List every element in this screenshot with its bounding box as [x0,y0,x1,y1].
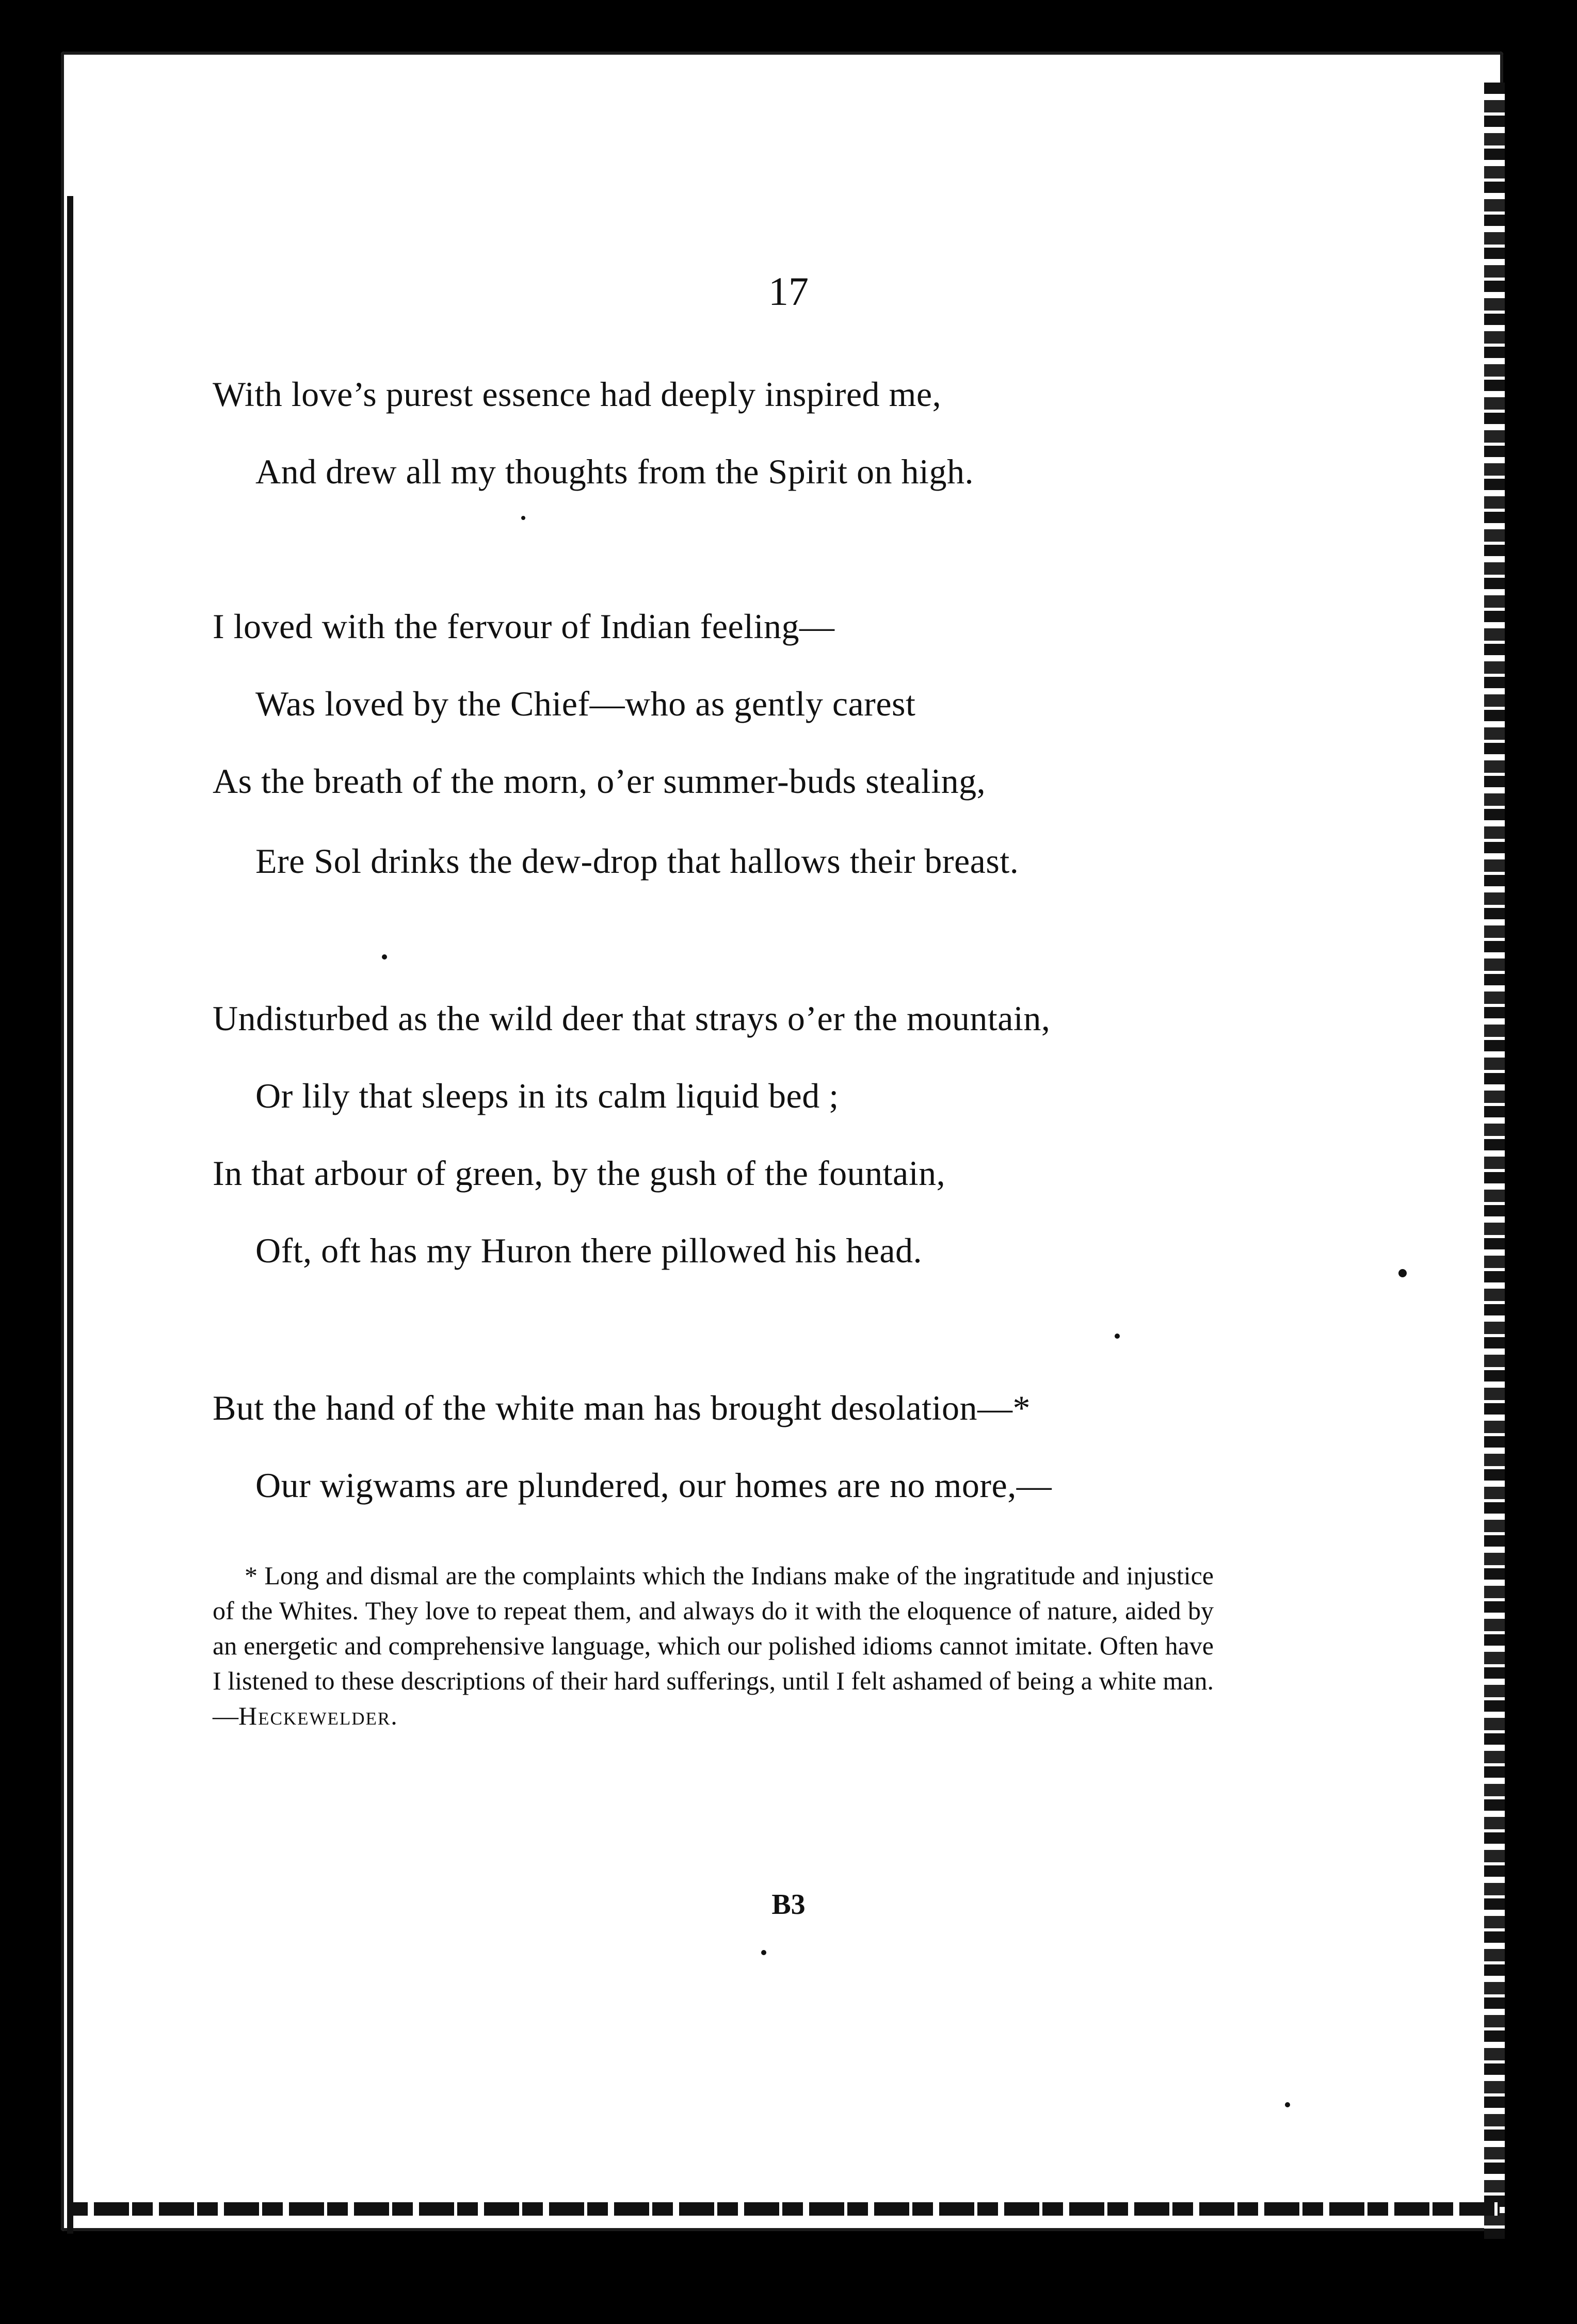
verse-line: Oft, oft has my Huron there pillowed his head. [255,1231,923,1270]
verse-line: In that arbour of green, by the gush of the fountain, [213,1153,946,1193]
footnote-author: Heckewelder. [238,1701,398,1730]
scan-speck [382,954,387,960]
scan-speck [1285,2102,1290,2107]
verse-line: Ere Sol drinks the dew-drop that hallows their breast. [255,841,1019,881]
footnote-text: * Long and dismal are the complaints which the Indians make of the ingratitude and injustice of the Whites. They love to repeat them, and always do it with the eloquence of nature, aided by an energetic and comprehensive language, which our polished idioms cannot imitate. Often have I listened to these descriptions of their hard sufferings, until I felt ashamed of being a white man.— [213,1561,1214,1730]
verse-line: With love’s purest essence had deeply inspired me, [213,375,942,414]
verse-line: Undisturbed as the wild deer that strays o’er the mountain, [213,999,1051,1038]
scan-speck [761,1950,766,1955]
footnote [213,1558,1214,1733]
scan-speck [1398,1269,1407,1277]
verse-line: And drew all my thoughts from the Spirit on high. [255,452,974,491]
signature-mark: B3 [771,1889,806,1921]
verse-line: But the hand of the white man has brought desolation—* [213,1388,1031,1427]
page-number: 17 [768,269,809,314]
page-bottom-edge [67,2202,1500,2216]
scan-speck [1115,1334,1120,1339]
verse-line: I loved with the fervour of Indian feeling— [213,607,835,646]
verse-line: Was loved by the Chief—who as gently carest [255,684,916,723]
verse-line: As the breath of the morn, o’er summer-buds stealing, [213,761,986,801]
page-left-edge [67,196,73,2234]
scan-speck [521,516,525,520]
verse-line: Or lily that sleeps in its calm liquid bed ; [255,1076,839,1115]
verse-line: Our wigwams are plundered, our homes are no more,— [255,1466,1052,1505]
